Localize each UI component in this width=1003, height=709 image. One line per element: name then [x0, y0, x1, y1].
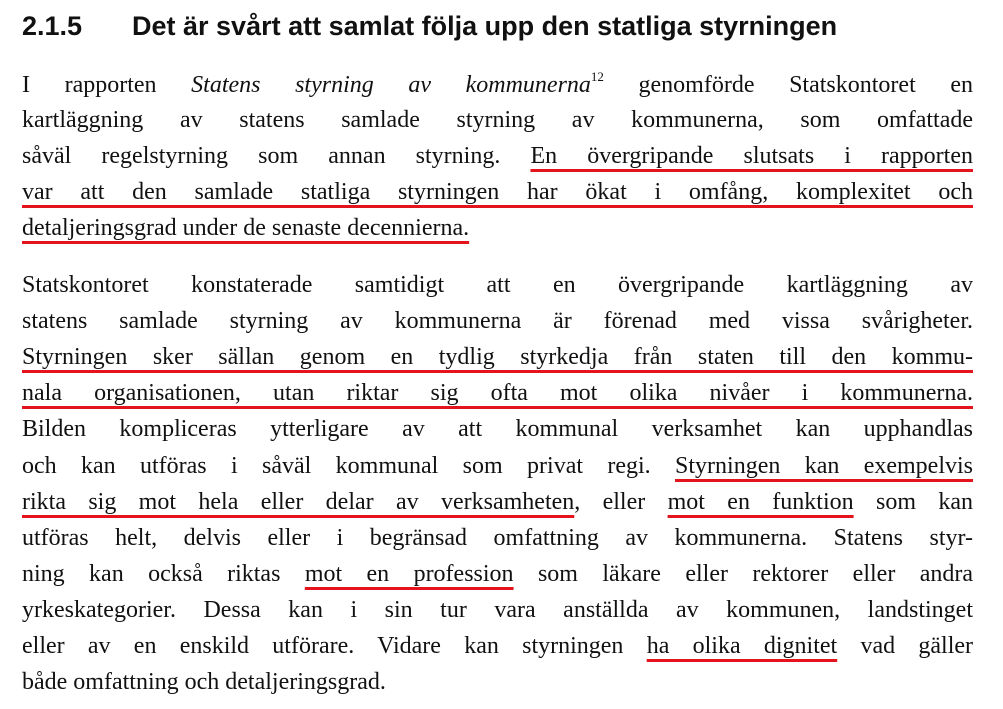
section-heading [22, 8, 997, 44]
section-number: 2.1.5 [22, 11, 83, 41]
highlighted-text: var att den samlade statliga styrningen har ökat i omfång, komplexitet och [22, 179, 973, 205]
text-run: vad gäller [837, 633, 974, 659]
paragraph-2-line-6 [22, 450, 973, 482]
paragraph-2-line-5: Bilden kompliceras ytterligare av att kommunal verksamhet kan upphandlas [22, 416, 973, 442]
footnote-ref: 12 [590, 69, 604, 84]
highlighted-text: mot en profession [304, 561, 514, 587]
paragraph-1-line-3 [22, 140, 973, 172]
text-run: genomförde Statskontoret en [603, 72, 973, 98]
paragraph-2-line-11 [22, 630, 973, 662]
text-run: I rapporten [22, 72, 192, 98]
text-run: såväl regelstyrning som annan styrning. [22, 143, 531, 169]
text-run: , eller [574, 489, 668, 515]
paragraph-2-line-3 [22, 341, 973, 373]
paragraph-2-line-10: yrkeskategorier. Dessa kan i sin tur vara anställda av kommunen, landstinget [22, 597, 973, 623]
paragraph-2-line-2: statens samlade styrning av kommunerna är förenad med vissa svårigheter. [22, 308, 973, 334]
highlighted-text: mot en funktion [667, 489, 854, 515]
highlighted-text: rikta sig mot hela eller delar av verksamheten [22, 489, 575, 515]
highlighted-text: Styrningen sker sällan genom en tydlig styrkedja från staten till den kommu- [22, 344, 973, 370]
highlighted-text: nala organisationen, utan riktar sig ofta mot olika nivåer i kommunerna. [22, 380, 973, 406]
paragraph-1-line-2: kartläggning av statens samlade styrning av kommunerna, som omfattade [22, 107, 973, 133]
text-run: ning kan också riktas [22, 561, 305, 587]
text-run: eller av en enskild utförare. Vidare kan styrningen [22, 633, 647, 659]
paragraph-2-line-8: utföras helt, delvis eller i begränsad omfattning av kommunerna. Statens styr- [22, 525, 973, 551]
highlighted-text: En övergripande slutsats i rapporten [530, 143, 973, 169]
paragraph-2-line-12: både omfattning och detaljeringsgrad. [22, 669, 386, 695]
paragraph-2-line-1: Statskontoret konstaterade samtidigt att en övergripande kartläggning av [22, 272, 973, 298]
paragraph-1-line-1 [22, 69, 973, 101]
paragraph-1-line-4 [22, 176, 973, 208]
paragraph-2-line-4 [22, 377, 973, 409]
paragraph-2-line-7 [22, 486, 973, 518]
text-run: och kan utföras i såväl kommunal som privat regi. [22, 453, 676, 479]
text-run: som läkare eller rektorer eller andra [513, 561, 973, 587]
highlighted-text: ha olika dignitet [646, 633, 838, 659]
report-title: Statens styrning av kommunerna [191, 72, 591, 98]
text-run: som kan [853, 489, 973, 515]
highlighted-text: detaljeringsgrad under de senaste decennierna. [22, 215, 470, 241]
section-title: Det är svårt att samlat följa upp den statliga styrningen [132, 11, 838, 41]
highlighted-text: Styrningen kan exempelvis [675, 453, 974, 479]
paragraph-2-line-9 [22, 558, 973, 590]
paragraph-1-line-5 [22, 212, 973, 244]
